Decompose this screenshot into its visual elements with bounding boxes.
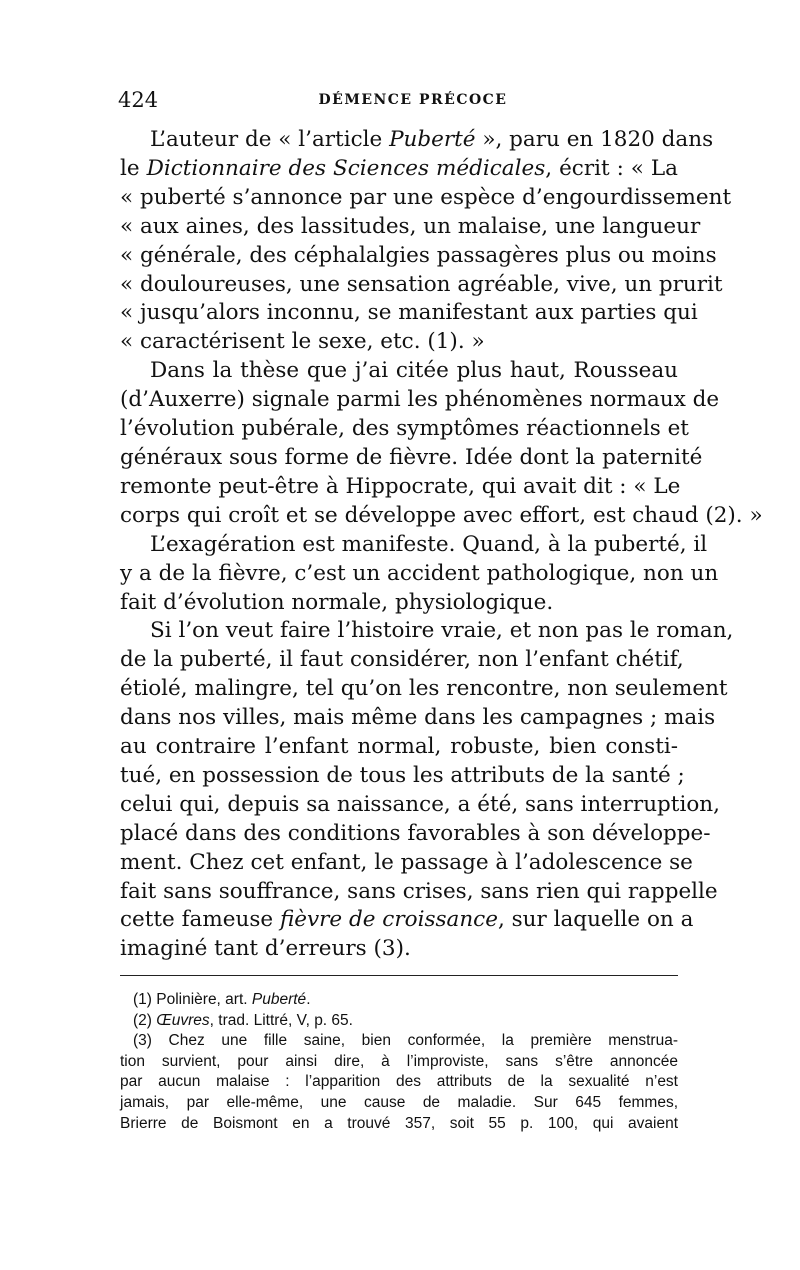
running-title: DÉMENCE PRÉCOCE (318, 92, 508, 108)
body-line: ment. Chez cet enfant, le passage à l’adolescence se (120, 849, 693, 875)
footnote-line: (2) Œuvres, trad. Littré, V, p. 65. (133, 1011, 353, 1029)
body-line: « jusqu’alors inconnu, se manifestant aux parties qui (120, 300, 698, 326)
body-line: corps qui croît et se développe avec effort, est chaud (2). » (120, 502, 763, 528)
body-line: au contraire l’enfant normal, robuste, bien consti- (120, 734, 678, 760)
body-line: placé dans des conditions favorables à son développe- (120, 820, 711, 846)
body-line: dans nos villes, mais même dans les campagnes ; mais (120, 705, 716, 731)
footnote-line: (1) Polinière, art. Puberté. (133, 991, 311, 1008)
body-line: étiolé, malingre, tel qu’on les rencontre, non seulement (120, 676, 728, 702)
footnote-line: Brierre de Boismont en a trouvé 357, soit 55 p. 100, qui avaient (120, 1114, 678, 1132)
page-header (118, 88, 678, 118)
body-line: « douloureuses, une sensation agréable, vive, un prurit (120, 271, 723, 297)
page-number: 424 (118, 88, 159, 112)
body-line: l’évolution pubérale, des symptômes réactionnels et (120, 416, 689, 442)
body-line: fait sans souffrance, sans crises, sans rien qui rappelle (120, 878, 718, 904)
body-line: Dans la thèse que j’ai citée plus haut, Rousseau (150, 358, 678, 384)
body-line: L’exagération est manifeste. Quand, à la puberté, il (150, 531, 708, 557)
body-line: fait d’évolution normale, physiologique. (120, 589, 554, 615)
footnotes (120, 990, 678, 1134)
body-text (120, 126, 763, 964)
footnote-line: par aucun malaise : l’apparition des attributs de la sexualité n’est (120, 1073, 678, 1091)
body-line: Si l’on veut faire l’histoire vraie, et non pas le roman, (150, 618, 734, 644)
body-line: y a de la fièvre, c’est un accident pathologique, non un (120, 560, 719, 586)
footnote-line: (3) Chez une fille saine, bien conformée, la première menstrua- (133, 1032, 678, 1050)
body-line: de la puberté, il faut considérer, non l’enfant chétif, (120, 647, 684, 673)
body-line: L’auteur de « l’article Puberté », paru en 1820 dans (150, 127, 714, 152)
body-line: généraux sous forme de fièvre. Idée dont la paternité (120, 444, 703, 470)
body-line: « aux aines, des lassitudes, un malaise, une langueur (120, 213, 701, 239)
body-line: « caractérisent le sexe, etc. (1). » (120, 329, 485, 355)
footnote-line: tion survient, pour ainsi dire, à l’improviste, sans s’être annoncée (120, 1052, 678, 1070)
body-line: imaginé tant d’erreurs (3). (120, 936, 411, 962)
body-line: (d’Auxerre) signale parmi les phénomènes normaux de (120, 387, 720, 413)
body-line: tué, en possession de tous les attributs de la santé ; (120, 762, 685, 788)
footnote-divider (120, 975, 678, 976)
body-line: remonte peut-être à Hippocrate, qui avait dit : « Le (120, 473, 681, 499)
body-line: « puberté s’annonce par une espèce d’engourdissement (120, 184, 732, 210)
body-line: « générale, des céphalalgies passagères plus ou moins (120, 242, 717, 268)
body-line: cette fameuse fièvre de croissance, sur laquelle on a (120, 907, 694, 933)
body-line: celui qui, depuis sa naissance, a été, sans interruption, (120, 791, 720, 817)
footnote-line: jamais, par elle-même, une cause de maladie. Sur 645 femmes, (120, 1093, 678, 1111)
body-line: le Dictionnaire des Sciences médicales, écrit : « La (120, 155, 679, 181)
